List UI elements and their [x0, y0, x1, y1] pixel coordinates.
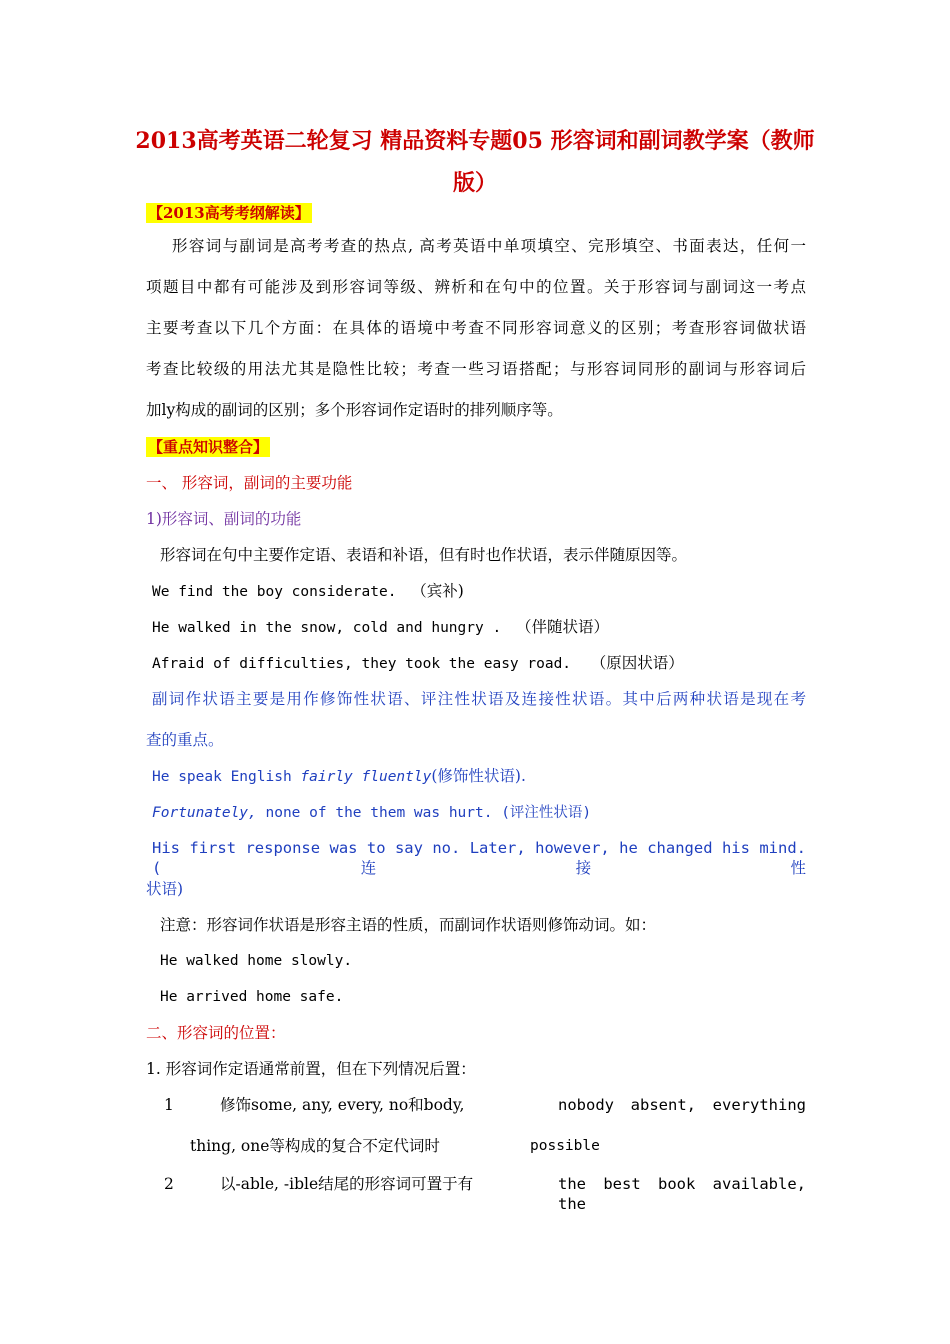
note-example: He walked home slowly. [160, 953, 353, 969]
heading-adj-position: 二、形容词的位置： [146, 1024, 286, 1042]
heading-adj-adv-functions: 1)形容词、副词的功能 [146, 510, 302, 528]
example-line: Afraid of difficulties, they took the easy road. （原因状语） [152, 654, 684, 672]
section-heading-exam-outline: 【2013高考考纲解读】 [148, 204, 310, 222]
table-row-rule: 以-able, -ible结尾的形容词可置于有 [220, 1175, 474, 1193]
intro-line-4: 考查比较级的用法尤其是隐性比较；考查一些习语搭配；与形容词同形的副词与形容词后 [146, 360, 806, 378]
intro-line-2: 项题目中都有可能涉及到形容词等级、辨析和在句中的位置。关于形容词与副词这一考点 [146, 278, 806, 296]
rule-item-1: 1. 形容词作定语通常前置，但在下列情况后置： [146, 1060, 476, 1078]
intro-line-1: 形容词与副词是高考考查的热点, 高考英语中单项填空、完形填空、书面表达，任何一 [172, 237, 806, 255]
table-row-rule: 修饰some, any, every, no和body, [220, 1096, 465, 1114]
heading-main-functions: 一、 形容词，副词的主要功能 [146, 474, 353, 492]
intro-line-5: 加ly构成的副词的区别；多个形容词作定语时的排列顺序等。 [146, 401, 563, 419]
section-heading-key-knowledge: 【重点知识整合】 [148, 438, 269, 456]
adv-example-line-cont: 状语) [146, 880, 184, 898]
table-row-example-cont: possible [530, 1138, 600, 1154]
table-row-rule-cont: thing, one等构成的复合不定代词时 [190, 1137, 440, 1155]
note-example: He arrived home safe. [160, 989, 344, 1005]
adv-example-line: Fortunately, none of the them was hurt. (评注性状语) [152, 805, 592, 821]
adv-function-line-1: 副词作状语主要是用作修饰性状语、评注性状语及连接性状语。其中后两种状语是现在考 [152, 690, 806, 708]
document-title: 2013高考英语二轮复习 精品资料专题05 形容词和副词教学案（教师版） [135, 128, 815, 196]
example-line: We find the boy considerate. （宾补) [152, 582, 464, 600]
adv-function-line-2: 查的重点。 [146, 731, 224, 749]
intro-line-3: 主要考查以下几个方面：在具体的语境中考查不同形容词意义的区别；考查形容词做状语 [146, 319, 806, 337]
example-line: He walked in the snow, cold and hungry . （伴随状语） [152, 618, 609, 636]
note-text: 注意：形容词作状语是形容主语的性质，而副词作状语则修饰动词。如： [160, 916, 657, 934]
adv-example-line: His first response was to say no. Later, however, he changed his mind. (连接性 [152, 839, 806, 877]
table-row-number: 1 [164, 1096, 174, 1114]
adv-example-line: He speak English fairly fluently(修饰性状语). [152, 767, 526, 785]
table-row-example: the best book available, the [558, 1175, 806, 1213]
adj-function-text: 形容词在句中主要作定语、表语和补语，但有时也作状语，表示伴随原因等。 [160, 546, 688, 564]
table-row-example: nobody absent, everything [558, 1096, 806, 1114]
table-row-number: 2 [164, 1175, 174, 1193]
